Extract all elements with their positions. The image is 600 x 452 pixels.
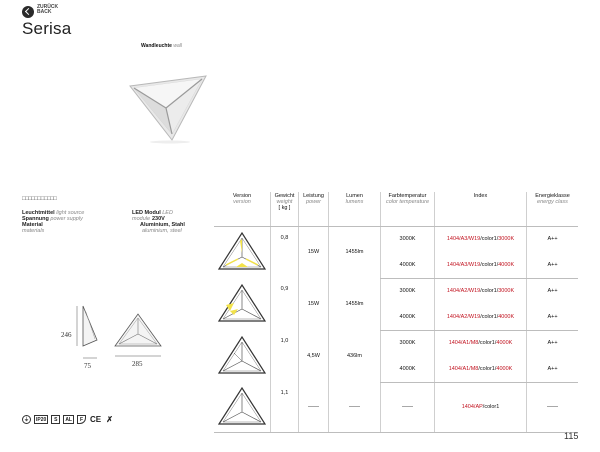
weight-cell: 1,0 — [271, 330, 299, 382]
index-color: /color1/ — [478, 365, 497, 372]
header-de: Version — [232, 193, 252, 199]
weight-cell: 1,1 — [271, 382, 299, 433]
weight-cell: 0,8 — [271, 226, 299, 278]
page-title: Serisa — [22, 19, 72, 38]
version-thumbnail — [214, 278, 271, 330]
power-cell: 15W — [299, 278, 329, 330]
version-thumbnail — [214, 382, 271, 433]
index-code: 1404/A2/W19 — [446, 313, 481, 320]
energy-class-cell: A++ — [527, 252, 579, 278]
header-de: Energieklasse — [535, 193, 570, 199]
back-label-de: ZURÜCK — [37, 4, 59, 10]
index-temp: 4000K — [496, 340, 513, 347]
table-row — [214, 330, 578, 356]
index-code: 1404/A2/W19 — [446, 288, 481, 295]
triangle-led-icon — [216, 281, 268, 325]
color-temp-cell: 3000K — [381, 330, 435, 356]
back-label[interactable] — [37, 5, 58, 15]
triangle-icon — [216, 384, 268, 428]
product-table — [214, 192, 578, 433]
back-label-en: BACK — [37, 9, 52, 15]
header-de: Gewicht — [274, 193, 295, 199]
index-color: /color1/ — [480, 261, 499, 268]
lumen-cell: 436lm — [329, 330, 381, 382]
power-cell: 15W — [299, 226, 329, 278]
index-color: /color1/ — [480, 313, 499, 320]
spec-value: 230V — [152, 216, 165, 222]
header-en: energy class — [537, 199, 568, 205]
header-power — [299, 192, 329, 226]
lumen-cell: 1455lm — [329, 226, 381, 278]
table-row — [214, 226, 578, 252]
index-code: 1404/A1/M8 — [448, 340, 479, 347]
header-lumens — [329, 192, 381, 226]
index-cell — [435, 330, 527, 356]
index-code: 1404/AP — [461, 404, 483, 411]
index-temp: 3000K — [498, 288, 515, 295]
dimension-width: 285 — [132, 360, 143, 368]
header-weight — [271, 192, 299, 226]
index-code: 1404/A1/M8 — [448, 365, 479, 372]
energy-class-cell: A++ — [527, 304, 579, 330]
energy-class-cell: —— — [527, 382, 579, 433]
lumen-cell: —— — [329, 382, 381, 433]
power-cell: —— — [299, 382, 329, 433]
header-index — [435, 192, 527, 226]
index-color: /color1/ — [478, 340, 497, 347]
table-header-row — [214, 192, 578, 226]
spec-value: LED Modul — [132, 210, 161, 216]
spec-value: aluminium, steel — [142, 228, 182, 234]
header-de: Lumen — [346, 193, 363, 199]
triangle-led-icon — [216, 229, 268, 273]
index-cell — [435, 278, 527, 304]
certification-icons — [22, 415, 114, 424]
index-color: /color1/ — [480, 288, 499, 295]
index-color: /color1/ — [480, 236, 499, 243]
color-temp-cell: 3000K — [381, 226, 435, 252]
energy-class-cell: A++ — [527, 226, 579, 252]
dimension-height: 246 — [61, 331, 72, 339]
energy-class-cell: A++ — [527, 356, 579, 382]
weight-cell: 0,9 — [271, 278, 299, 330]
spec-key-en: light source — [56, 210, 85, 216]
protection-class-icon: ⏚ — [24, 417, 30, 423]
hero-caption-en: wall — [173, 43, 182, 49]
index-cell — [435, 226, 527, 252]
header-en: lumens — [345, 199, 364, 205]
index-code: 1404/A3/W19 — [446, 236, 481, 243]
color-temp-cell: —— — [381, 382, 435, 433]
energy-class-cell: A++ — [527, 278, 579, 304]
index-cell — [435, 252, 527, 278]
spec-key-en: power supply — [50, 216, 83, 222]
header-color-temperature — [381, 192, 435, 226]
s-mark-icon: S — [51, 415, 60, 424]
version-thumbnail — [214, 330, 271, 382]
index-cell — [435, 382, 527, 433]
header-unit: [ kg ] — [278, 205, 291, 211]
back-arrow-icon[interactable] — [22, 6, 34, 18]
index-cell — [435, 304, 527, 330]
index-temp: 4000K — [496, 365, 513, 372]
color-temp-cell: 4000K — [381, 356, 435, 382]
header-energy-class — [527, 192, 579, 226]
table-row — [214, 278, 578, 304]
ce-mark-icon: CE — [89, 415, 102, 424]
index-temp: 4000K — [498, 261, 515, 268]
al-mark-icon: AL — [65, 416, 72, 423]
header-en: weight — [276, 199, 293, 205]
dimension-depth: 75 — [84, 362, 91, 370]
header-de: Leistung — [303, 193, 324, 199]
hero-caption — [141, 43, 182, 49]
color-temp-cell: 3000K — [381, 278, 435, 304]
header-en: version — [233, 199, 251, 205]
triangle-led-icon — [216, 333, 268, 377]
power-cell: 4,5W — [299, 330, 329, 382]
header-en: power — [306, 199, 321, 205]
ip-rating-icon: IP20 — [36, 416, 47, 423]
color-temp-cell: 4000K — [381, 252, 435, 278]
index-temp: 4000K — [498, 313, 515, 320]
spec-value-en: LED module — [132, 210, 173, 222]
product-photo — [126, 62, 208, 144]
spec-key: Material — [22, 222, 43, 228]
weee-bin-icon: ✗ — [106, 415, 113, 424]
f-mark-icon: F — [77, 415, 86, 424]
header-de: Farbtemperatur — [388, 193, 427, 199]
spec-value: Aluminium, Stahl — [140, 222, 185, 228]
header-en: color temperature — [385, 199, 430, 205]
back-link[interactable] — [22, 5, 58, 18]
table-row — [214, 382, 578, 433]
energy-class-cell: A++ — [527, 330, 579, 356]
spec-key: materials — [22, 228, 45, 234]
index-color: /color1 — [482, 404, 500, 411]
index-code: 1404/A3/W19 — [446, 261, 481, 268]
index-temp: 3000K — [498, 236, 515, 243]
spec-key: Spannung — [22, 216, 49, 222]
lumen-cell: 1455lm — [329, 278, 381, 330]
index-cell — [435, 356, 527, 382]
version-thumbnail — [214, 226, 271, 278]
page-number: 115 — [564, 431, 579, 441]
dimension-drawing — [55, 300, 185, 376]
header-version — [214, 192, 271, 226]
spec-key: Leuchtmittel — [22, 210, 55, 216]
header-de: Index — [473, 193, 488, 199]
color-temp-cell: 4000K — [381, 304, 435, 330]
hero-caption-de: Wandleuchte — [141, 43, 172, 49]
spec-placeholder: □□□□□□□□□□□ — [22, 196, 57, 202]
